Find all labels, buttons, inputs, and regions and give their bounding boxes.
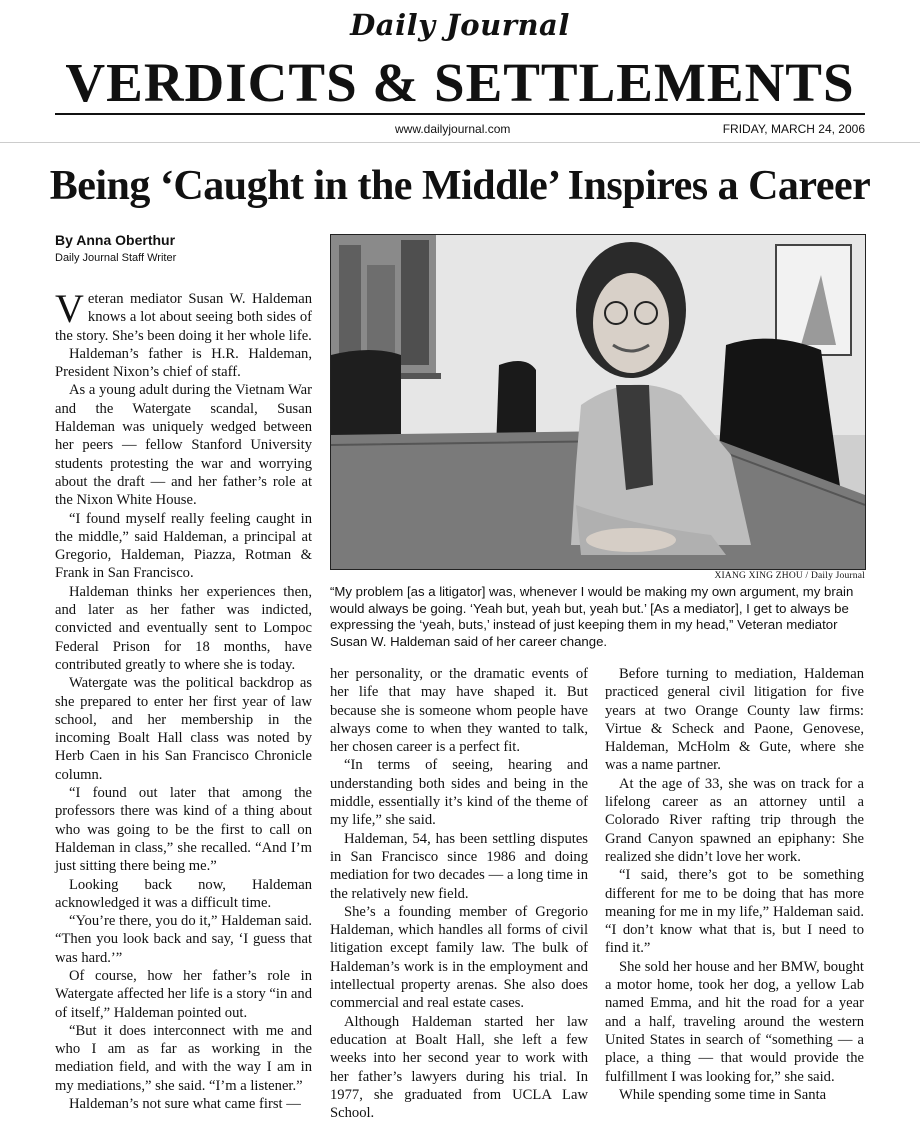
article-paragraph: “I said, there’s got to be something different for me to be doing that has more meaning for me in my life,” Haldeman said. “I don’t know what that is, but I need to find it.” [605,867,864,957]
article-column-3 [605,665,864,1104]
masthead-rule [55,113,865,115]
drop-cap: V [55,286,84,331]
article-paragraph: She sold her house and her BMW, bought a motor home, took her dog, a yellow Lab named Emma, and hit the road for a year and a half, traveling around the western United States in search of “something — a place, a thing — that would provide the fulfillment I was looking for,” she said. [605,958,864,1085]
article-paragraph: Haldeman thinks her experiences then, and later as her father was indicted, convicted and eventually sent to Lompoc Federal Prison for 18 months, have contributed greatly to where she is today. [55,583,312,673]
article-paragraph: “You’re there, you do it,” Haldeman said. “Then you look back and say, ‘I guess that was hard.’” [55,913,312,966]
article-paragraph: She’s a founding member of Gregorio Haldeman, which handles all forms of civil litigation except family law. The bulk of Haldeman’s work is in the employment and intellectual property arenas. She also does commercial and real estate cases. [330,903,588,1012]
article-paragraph: her personality, or the dramatic events of her life that may have shaped it. But because she is someone whom people have always come to when they wanted to talk, her chosen career is a perfect fit. [330,666,588,756]
article-paragraph: As a young adult during the Vietnam War and the Watergate scandal, Susan Haldeman was uniquely wedged between her peers — fellow Stanford University students protesting the war and worrying about the draft — and her father’s role at the Nixon White House. [55,382,312,509]
site-url[interactable]: www.dailyjournal.com [395,122,511,136]
photo-credit: XIANG XING ZHOU / Daily Journal [714,571,865,581]
article-paragraph: At the age of 33, she was on track for a lifelong career as an attorney until a Colorado River rafting trip through the Grand Canyon spawned an epiphany: She realized she didn’t love her work. [605,775,864,865]
masthead-title: VERDICTS & SETTLEMENTS [65,52,855,113]
portrait-illustration [331,235,865,569]
article-paragraph: “But it does interconnect with me and who I am as far as working in the mediation field, and with the way I am in my mediations,” she said. “I’m a listener.” [55,1022,312,1094]
article-paragraph: Of course, how her father’s role in Watergate affected her life is a story “in and of itself,” Haldeman pointed out. [55,967,312,1021]
byline-role: Daily Journal Staff Writer [55,252,177,264]
article-paragraph: Looking back now, Haldeman acknowledged it was a difficult time. [55,876,312,911]
article-paragraph: Veteran mediator Susan W. Haldeman knows a lot about seeing both sides of the story. She’s been doing it her whole life. [55,286,312,344]
issue-date: FRIDAY, MARCH 24, 2006 [722,122,865,136]
article-paragraph: Haldeman’s father is H.R. Haldeman, President Nixon’s chief of staff. [55,345,312,381]
article-paragraph: Although Haldeman started her law education at Boalt Hall, she left a few weeks into her second year to work with her father’s lawyers during his trial. In 1977, she graduated from UCLA Law School. [330,1013,588,1122]
article-paragraph: “In terms of seeing, hearing and understanding both sides and being in the middle, essentially it’s kind of the theme of my life,” she said. [330,757,588,829]
article-paragraph: Haldeman, 54, has been settling disputes in San Francisco since 1986 and doing mediation for two decades — a long time in the relatively new field. [330,830,588,902]
article-paragraph: Haldeman’s not sure what came first — [69,1096,301,1113]
article-column-2 [330,665,588,1122]
article-paragraph: “I found out later that among the professors there was kind of a thing about who was going to be the first to call on Haldeman in class,” she recalled. “And I’m just sitting there being me.” [55,785,312,875]
article-column-1 [55,286,312,1113]
article-paragraph: While spending some time in Santa [619,1086,827,1103]
article-paragraph: “I found myself really feeling caught in the middle,” said Haldeman, a principal at Gregorio, Haldeman, Piazza, Rotman & Frank in San Francisco. [55,510,312,582]
masthead-logo: Daily Journal [350,8,570,42]
byline-author: By Anna Oberthur [55,232,176,248]
photo-caption: “My problem [as a litigator] was, whenever I would be making my own argument, my brain would always be going. ‘Yeah but, yeah but, yeah but.’ [As a mediator], I get to always be expressing the ‘yeah, buts,’ instead of just keeping them in my head,” Veteran mediator Susan W. Haldeman said of her career change. [330,584,854,649]
article-headline: Being ‘Caught in the Middle’ Inspires a Career [49,163,871,209]
article-paragraph: Before turning to mediation, Haldeman practiced general civil litigation for five years at two Orange County law firms: Virtue & Scheck and Paone, Genovese, Haldeman, McHolm & Gute, where she was a name partner. [605,666,864,774]
article-paragraph: Watergate was the political backdrop as she prepared to enter her first year of law school, and her membership in the incoming Boalt Hall class was noted by Herb Caen in his San Francisco Chronicle column. [55,675,312,783]
header-divider [0,142,920,143]
article-photo [330,234,866,570]
